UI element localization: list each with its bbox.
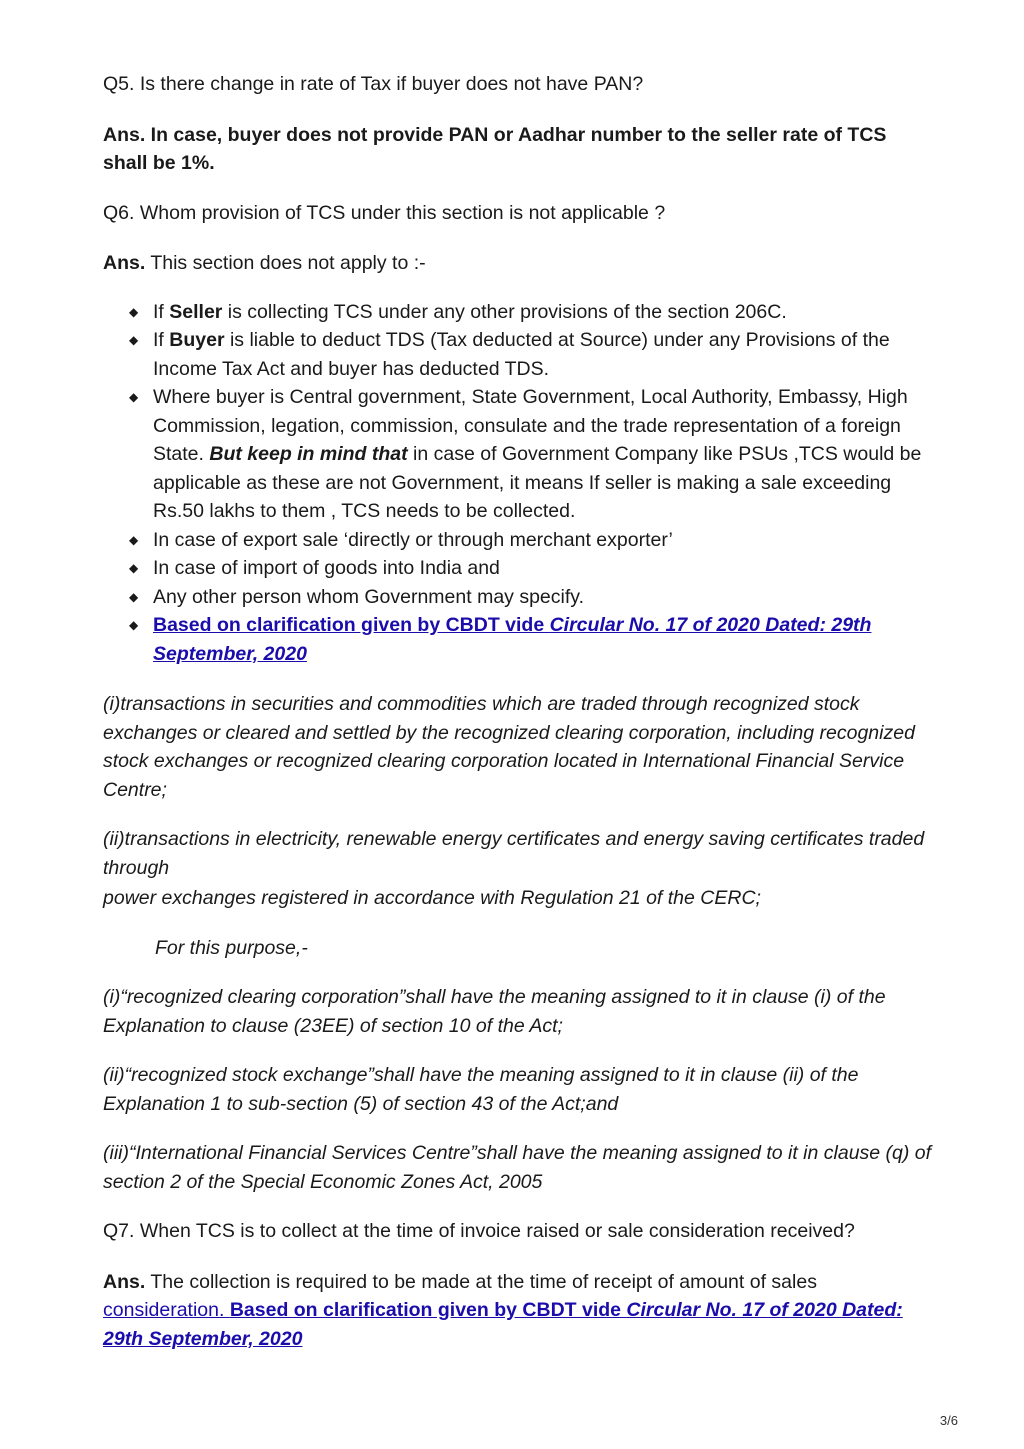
purpose-heading: For this purpose,- [155,936,308,959]
answer-5: Ans. In case, buyer does not provide PAN or Aadhar number to the seller rate of TCS shall be 1%. [103,123,887,174]
list-item: ◆ In case of export sale ‘directly or through merchant exporter’ [103,526,933,555]
page-number: 3/6 [939,1413,958,1428]
list-item: ◆ Where buyer is Central government, State Government, Local Authority, Embassy, High Commission, legation, commission, consulate and the trade representation of a foreign State. But keep in mind that in case of Government Company like PSUs ,TCS would be applicable as these are not Government, it means If seller is making a sale exceeding Rs.50 lakhs to them , TCS needs to be collected. [103,383,933,526]
diamond-bullet-icon: ◆ [129,390,139,404]
exemption-list [103,298,933,669]
cbdt-circular-link[interactable]: Based on clarification given by CBDT vide Circular No. 17 of 2020 Dated: 29th September, 2020 [153,614,872,665]
clause-securities: (i)transactions in securities and commodities which are traded through recognized stock exchanges or cleared and settled by the recognized clearing corporation, including recognized stock exchanges or recognized clearing corporation located in International Financial Service Centre; [103,693,915,801]
question-5: Q5. Is there change in rate of Tax if buyer does not have PAN? [103,73,644,95]
clause-power-exchanges: power exchanges registered in accordance with Regulation 21 of the CERC; [103,887,761,909]
question-7: Q7. When TCS is to collect at the time of invoice raised or sale consideration received? [103,1220,855,1242]
list-item: ◆ In case of import of goods into India and [103,554,933,583]
list-item: ◆ If Buyer is liable to deduct TDS (Tax deducted at Source) under any Provisions of the Income Tax Act and buyer has deducted TDS. [103,326,933,383]
ans-label: Ans. [103,1270,146,1293]
list-item [103,611,933,668]
diamond-bullet-icon: ◆ [129,304,139,319]
answer-6-text: This section does not apply to :- [145,252,426,274]
answer-6 [103,249,933,278]
answer-7: Ans. The collection is required to be made at the time of receipt of amount of sales consideration. Based on clarification given by CBDT vide Circular No. 17 of 2020 Dated: 29th September, 2020 [103,1270,903,1350]
list-item: ◆ If Seller is collecting TCS under any other provisions of the section 206C. [103,298,933,327]
list-item: ◆ Any other person whom Government may specify. [103,583,933,612]
definition-stock-exchange: (ii)“recognized stock exchange”shall have the meaning assigned to it in clause (ii) of the Explanation 1 to sub-section (5) of section 43 of the Act;and [103,1064,859,1115]
document-page [103,70,933,1373]
definition-ifsc: (iii)“International Financial Services Centre”shall have the meaning assigned to it in clause (q) of section 2 of the Special Economic Zones Act, 2005 [103,1142,932,1193]
cbdt-circular-link[interactable]: consideration. Based on clarification given by CBDT vide Circular No. 17 of 2020 Dated: 29th September, 2020 [103,1299,903,1350]
definition-clearing-corporation: (i)“recognized clearing corporation”shall have the meaning assigned to it in clause (i) of the Explanation to clause (23EE) of section 10 of the Act; [103,986,886,1037]
diamond-bullet-icon: ◆ [129,589,139,604]
diamond-bullet-icon: ◆ [129,561,139,575]
question-6: Q6. Whom provision of TCS under this section is not applicable ? [103,201,666,224]
diamond-bullet-icon: ◆ [129,532,139,547]
diamond-bullet-icon: ◆ [129,618,139,632]
ans-label: Ans. [103,252,146,274]
diamond-bullet-icon: ◆ [129,333,139,347]
clause-electricity: (ii)transactions in electricity, renewable energy certificates and energy saving certificates traded through [103,828,925,879]
